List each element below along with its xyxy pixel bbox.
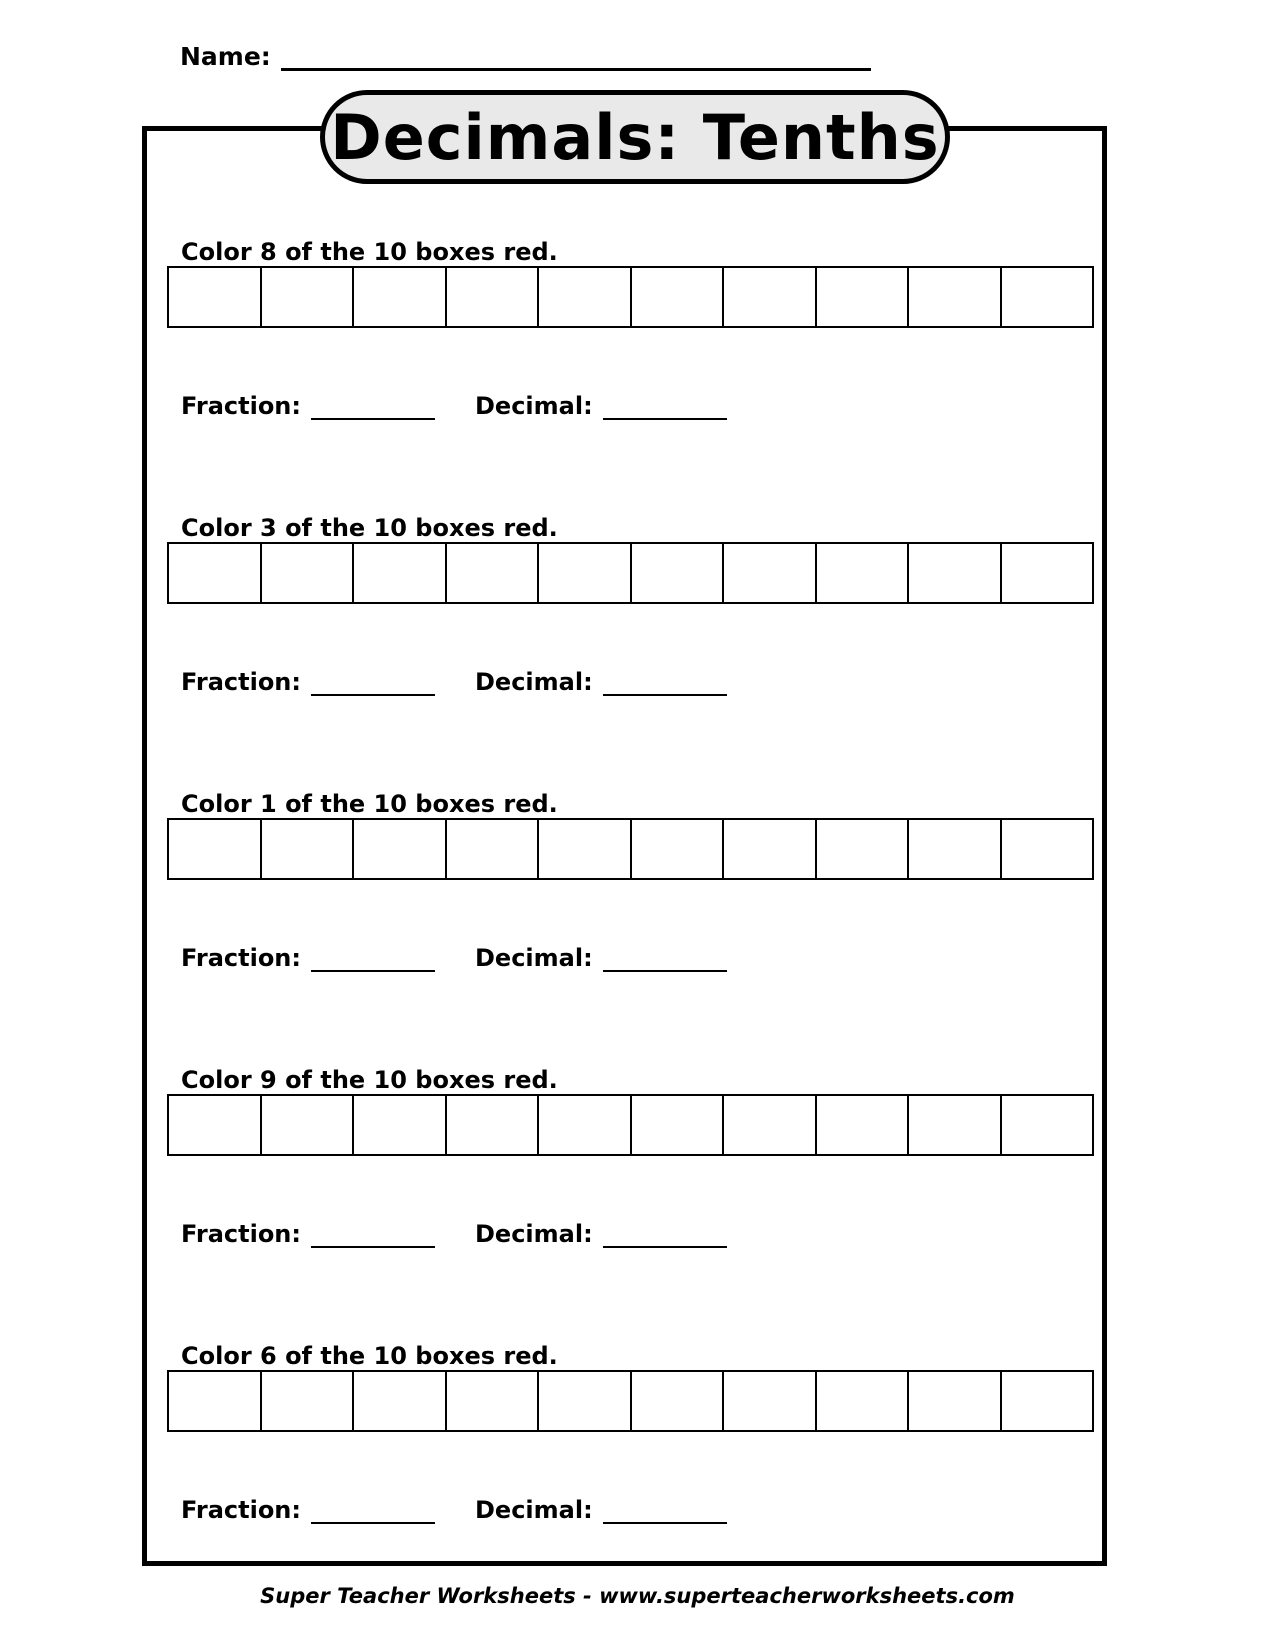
tenth-box[interactable] xyxy=(909,1096,1002,1154)
tenth-box[interactable] xyxy=(632,268,725,326)
problem-instruction: Color 9 of the 10 boxes red. xyxy=(181,1066,558,1094)
name-field xyxy=(180,42,871,71)
tenth-box[interactable] xyxy=(1002,1372,1093,1430)
problem-4 xyxy=(167,1066,1097,1156)
tenth-box[interactable] xyxy=(539,268,632,326)
fraction-label: Fraction: xyxy=(181,668,301,696)
tenth-box[interactable] xyxy=(1002,544,1093,602)
tenth-box[interactable] xyxy=(539,1372,632,1430)
fraction-label: Fraction: xyxy=(181,1220,301,1248)
ten-box-strip xyxy=(167,1094,1094,1156)
tenth-box[interactable] xyxy=(909,1372,1002,1430)
decimal-label: Decimal: xyxy=(475,944,593,972)
fraction-blank[interactable] xyxy=(311,672,435,696)
tenth-box[interactable] xyxy=(632,1096,725,1154)
tenth-box[interactable] xyxy=(539,1096,632,1154)
fraction-label: Fraction: xyxy=(181,944,301,972)
tenth-box[interactable] xyxy=(539,820,632,878)
tenth-box[interactable] xyxy=(724,820,817,878)
tenth-box[interactable] xyxy=(1002,820,1093,878)
tenth-box[interactable] xyxy=(447,268,540,326)
tenth-box[interactable] xyxy=(262,544,355,602)
tenth-box[interactable] xyxy=(354,820,447,878)
fraction-blank[interactable] xyxy=(311,1500,435,1524)
tenth-box[interactable] xyxy=(817,820,910,878)
answer-row-5 xyxy=(181,1496,727,1524)
tenth-box[interactable] xyxy=(1002,268,1093,326)
tenth-box[interactable] xyxy=(262,1096,355,1154)
tenth-box[interactable] xyxy=(817,268,910,326)
problem-3 xyxy=(167,790,1097,880)
tenth-box[interactable] xyxy=(909,544,1002,602)
tenth-box[interactable] xyxy=(447,544,540,602)
tenth-box[interactable] xyxy=(354,544,447,602)
problem-instruction: Color 6 of the 10 boxes red. xyxy=(181,1342,558,1370)
tenth-box[interactable] xyxy=(817,1096,910,1154)
tenth-box[interactable] xyxy=(909,820,1002,878)
tenth-box[interactable] xyxy=(724,1096,817,1154)
answer-row-4 xyxy=(181,1220,727,1248)
fraction-blank[interactable] xyxy=(311,948,435,972)
problem-2 xyxy=(167,514,1097,604)
fraction-label: Fraction: xyxy=(181,392,301,420)
problem-1 xyxy=(167,238,1097,328)
ten-box-strip xyxy=(167,818,1094,880)
problem-instruction: Color 8 of the 10 boxes red. xyxy=(181,238,558,266)
tenth-box[interactable] xyxy=(169,1372,262,1430)
name-blank-line[interactable] xyxy=(281,42,871,71)
title-text: Decimals: Tenths xyxy=(330,100,940,174)
tenth-box[interactable] xyxy=(262,1372,355,1430)
answer-row-2 xyxy=(181,668,727,696)
tenth-box[interactable] xyxy=(724,544,817,602)
tenth-box[interactable] xyxy=(354,268,447,326)
tenth-box[interactable] xyxy=(632,544,725,602)
decimal-label: Decimal: xyxy=(475,668,593,696)
ten-box-strip xyxy=(167,542,1094,604)
decimal-label: Decimal: xyxy=(475,1496,593,1524)
tenth-box[interactable] xyxy=(169,820,262,878)
answer-row-3 xyxy=(181,944,727,972)
tenth-box[interactable] xyxy=(354,1096,447,1154)
tenth-box[interactable] xyxy=(169,1096,262,1154)
decimal-blank[interactable] xyxy=(603,672,727,696)
tenth-box[interactable] xyxy=(447,1096,540,1154)
tenth-box[interactable] xyxy=(817,544,910,602)
tenth-box[interactable] xyxy=(1002,1096,1093,1154)
decimal-blank[interactable] xyxy=(603,948,727,972)
tenth-box[interactable] xyxy=(354,1372,447,1430)
ten-box-strip xyxy=(167,266,1094,328)
fraction-blank[interactable] xyxy=(311,1224,435,1248)
tenth-box[interactable] xyxy=(817,1372,910,1430)
tenth-box[interactable] xyxy=(262,268,355,326)
name-label: Name: xyxy=(180,42,271,71)
decimal-blank[interactable] xyxy=(603,1500,727,1524)
tenth-box[interactable] xyxy=(169,544,262,602)
tenth-box[interactable] xyxy=(447,820,540,878)
tenth-box[interactable] xyxy=(724,1372,817,1430)
answer-row-1 xyxy=(181,392,727,420)
worksheet-title xyxy=(320,90,950,184)
tenth-box[interactable] xyxy=(539,544,632,602)
tenth-box[interactable] xyxy=(169,268,262,326)
ten-box-strip xyxy=(167,1370,1094,1432)
tenth-box[interactable] xyxy=(632,1372,725,1430)
tenth-box[interactable] xyxy=(909,268,1002,326)
problem-instruction: Color 1 of the 10 boxes red. xyxy=(181,790,558,818)
tenth-box[interactable] xyxy=(262,820,355,878)
problem-5 xyxy=(167,1342,1097,1432)
footer-credit: Super Teacher Worksheets - www.superteacherworksheets.com xyxy=(260,1584,1015,1608)
tenth-box[interactable] xyxy=(447,1372,540,1430)
decimal-blank[interactable] xyxy=(603,1224,727,1248)
fraction-label: Fraction: xyxy=(181,1496,301,1524)
problem-instruction: Color 3 of the 10 boxes red. xyxy=(181,514,558,542)
decimal-label: Decimal: xyxy=(475,1220,593,1248)
fraction-blank[interactable] xyxy=(311,396,435,420)
decimal-blank[interactable] xyxy=(603,396,727,420)
decimal-label: Decimal: xyxy=(475,392,593,420)
tenth-box[interactable] xyxy=(724,268,817,326)
tenth-box[interactable] xyxy=(632,820,725,878)
